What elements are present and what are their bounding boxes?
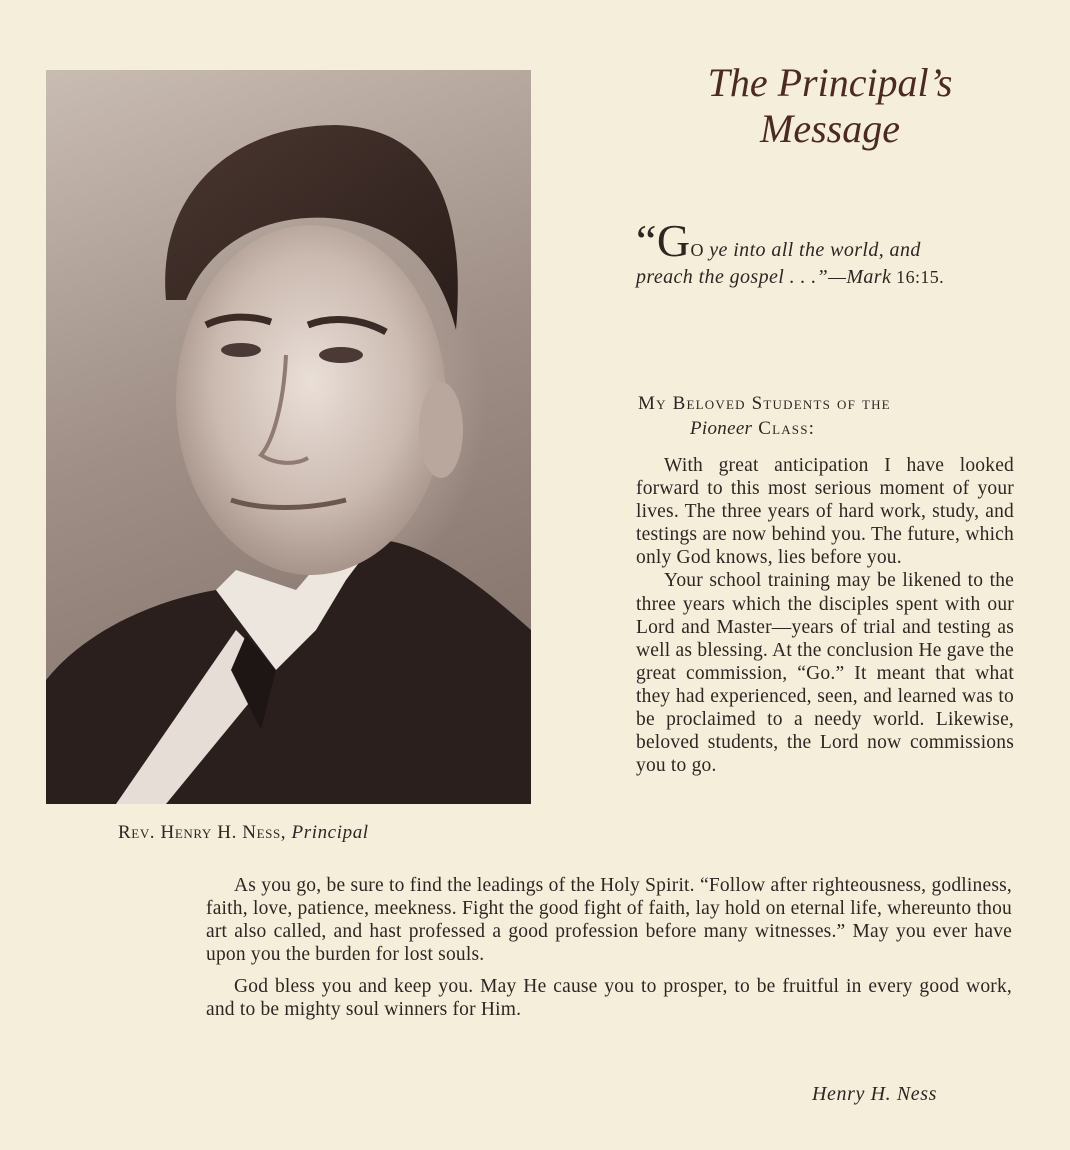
- scripture-quote: [636, 215, 1016, 291]
- message-body-column: [636, 454, 1014, 777]
- quote-open-mark: “: [636, 215, 657, 266]
- salutation-class-name: Pioneer: [690, 418, 753, 439]
- quote-first-letter-rest: O: [690, 240, 704, 260]
- quote-drop-letter: G: [656, 215, 691, 266]
- message-body-full-width: [206, 874, 1012, 1022]
- title-line-2: Message: [760, 106, 900, 151]
- quote-line-1: ye into all the world, and: [703, 239, 921, 261]
- paragraph-4: God bless you and keep you. May He cause you to prosper, to be fruitful in every good work, and to be mighty soul winners for Him.: [206, 976, 1012, 1021]
- paragraph-3: As you go, be sure to find the leadings of the Holy Spirit. “Follow after righteousness, godliness, faith, love, patience, meekness. Fight the good fight of faith, lay hold on eternal life, whereunto thou art also called, and hast professed a good profession before many witnesses.” May you ever have upon you the burden for lost souls.: [206, 875, 1012, 966]
- portrait-illustration: [46, 70, 531, 804]
- photo-caption: [118, 822, 369, 844]
- page-title: [640, 60, 1020, 152]
- salutation: [638, 391, 1018, 441]
- quote-line-2: preach the gospel . . .”—Mark: [636, 266, 892, 288]
- paragraph-2: Your school training may be likened to the three years which the disciples spent with our Lord and Master—years of trial and testing as well as blessing. At the conclusion He gave the great commission, “Go.” It meant that what they had experienced, seen, and learned was to be proclaimed to a needy world. Likewise, beloved students, the Lord now commissions you to go.: [636, 570, 1014, 777]
- paragraph-1: With great anticipation I have looked forward to this most serious moment of your lives. The three years of hard work, study, and testings are now behind you. The future, which only God knows, lies before you.: [636, 455, 1014, 569]
- quote-reference: 16:15.: [891, 267, 945, 287]
- signature: Henry H. Ness: [812, 1083, 938, 1105]
- title-line-1: The Principal’s: [707, 60, 953, 105]
- caption-role: Principal: [291, 822, 369, 843]
- salutation-line-1: My Beloved Students of the: [638, 393, 891, 414]
- salutation-class-suffix: Class:: [752, 418, 816, 439]
- principal-portrait-photo: [46, 70, 531, 804]
- caption-name: Rev. Henry H. Ness,: [118, 822, 287, 843]
